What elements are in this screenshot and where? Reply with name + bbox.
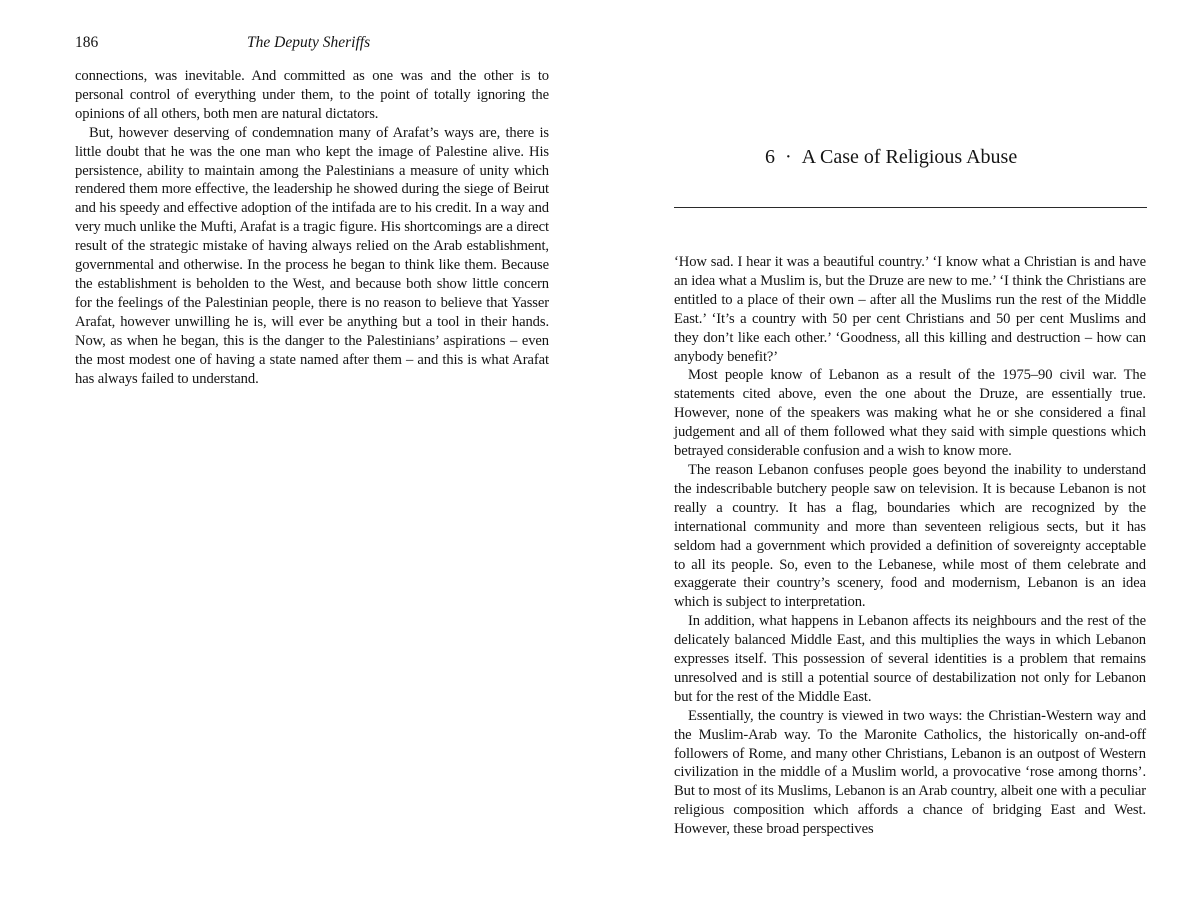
page-number: 186 [75,34,99,51]
paragraph: The reason Lebanon confuses people goes beyond the inability to understand the indescribable butchery people saw on television. It is because Lebanon is not really a country. It has a flag, boundaries which are recognized by the international community and more than seventeen religious sects, but it has seldom had a government which provided a definition of sovereignty acceptable to all its people. So, even to the Lebanese, while most of them celebrate and exaggerate their country’s scenery, food and modernism, Lebanon is an idea which is subject to interpretation. [674,461,1146,611]
chapter-rule [674,207,1147,208]
paragraph: Most people know of Lebanon as a result of the 1975–90 civil war. The statements cited above, even the one about the Druze, are essentially true. However, none of the speakers was making what he or she considered a final judgement and all of them followed what they said with simple questions which betrayed considerable confusion and a wish to know more. [674,367,1146,460]
paragraph: Essentially, the country is viewed in two ways: the Christian-Western way and the Muslim-Arab way. To the Maronite Catholics, the historically on-and-off followers of Rome, and many other Christians, Lebanon is an outpost of Western civilization in the middle of a Muslim world, a provocative ‘rose among thorns’. But to most of its Muslims, Lebanon is an Arab country, albeit one with a peculiar religious composition which affords a chance of bridging East and West. However, these broad perspectives [674,707,1146,838]
left-page [0,0,597,898]
running-title: The Deputy Sheriffs [247,34,371,51]
paragraph: In addition, what happens in Lebanon affects its neighbours and the rest of the delicately balanced Middle East, and this multiplies the ways in which Lebanon expresses itself. This possession of several identities is a problem that remains unresolved and is still a potential source of destabilization not only for Lebanon but for the rest of the Middle East. [674,613,1146,705]
right-body-text [674,253,1146,839]
left-body-text [75,67,549,388]
chapter-separator: · [785,146,792,168]
paragraph: ‘How sad. I hear it was a beautiful country.’ ‘I know what a Christian is and have an idea what a Muslim is, but the Druze are new to me.’ ‘I think the Christians are entitled to a place of their own – after all the Muslims run the rest of the Middle East.’ ‘It’s a country with 50 per cent Christians and 50 per cent Muslims and they don’t like each other.’ ‘Goodness, all this killing and destruction – how can anybody benefit?’ [674,254,1146,365]
chapter-heading [765,146,1017,169]
right-page [597,0,1195,898]
chapter-number: 6 [765,146,775,168]
running-head [75,34,555,56]
paragraph: But, however deserving of condemnation many of Arafat’s ways are, there is little doubt that he was the one man who kept the image of Palestine alive. His persistence, ability to maintain among the Palestinians a measure of unity which rendered them more effective, the leadership he showed during the siege of Beirut and his speedy and effective adoption of the intifada are to his credit. In a way and very much unlike the Mufti, Arafat is a tragic figure. His shortcomings are a direct result of the strategic mistake of having always relied on the Arab establishment, governmental and otherwise. In the process he began to think like them. Because the establishment is beholden to the West, and because both show little concern for the feelings of the Palestinian people, there is no reason to believe that Yasser Arafat, however unwilling he is, will ever be anything but a tool in their hands. Now, as when he began, this is the danger to the Palestinians’ aspirations – even the most modest one of having a state named after them – and this is what Arafat has always failed to understand. [75,124,549,387]
paragraph: connections, was inevitable. And committed as one was and the other is to personal control of everything under them, to the point of totally ignoring the opinions of all others, both men are natural dictators. [75,68,549,122]
chapter-title: A Case of Religious Abuse [801,146,1018,168]
